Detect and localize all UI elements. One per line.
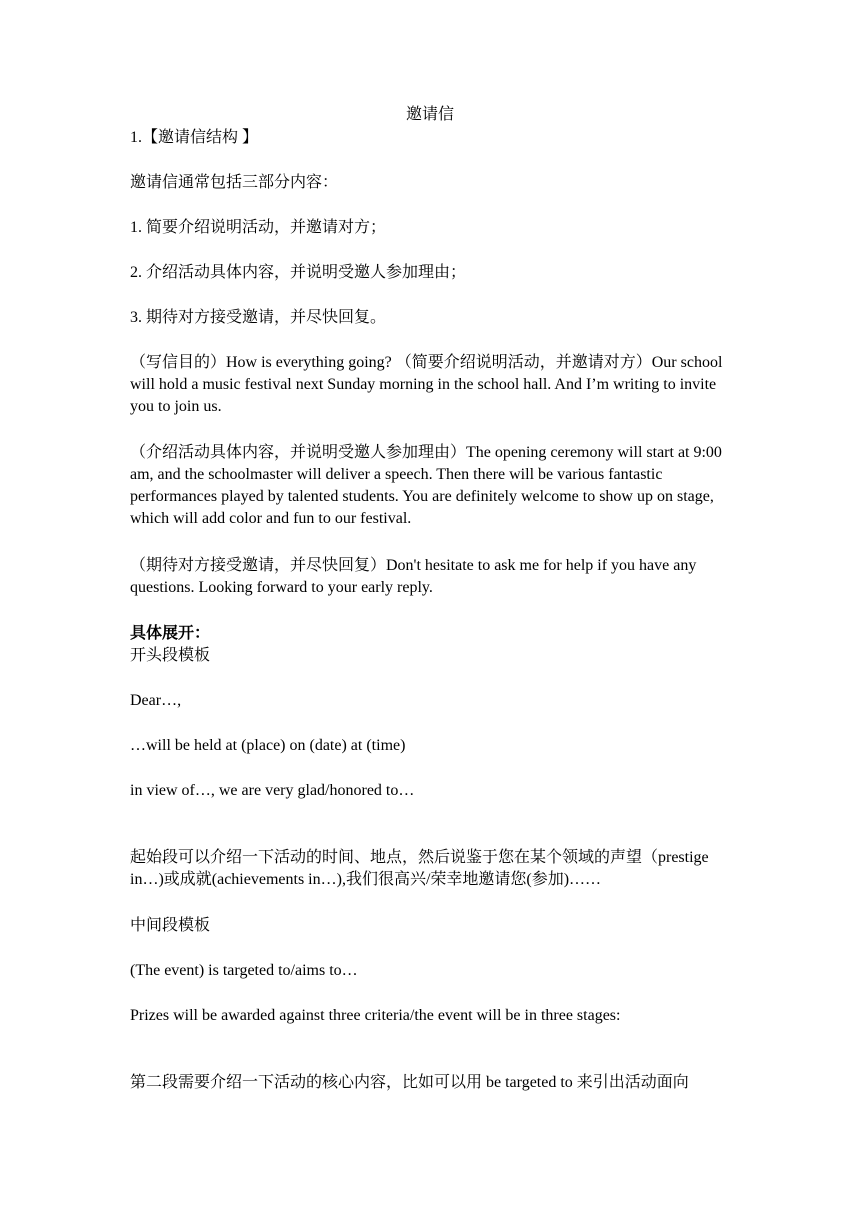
document-title: 邀请信 — [405, 106, 454, 123]
opening-explanation: 起始段可以介绍一下活动的时间、地点，然后说鉴于您在某个领域的声望（prestige in…)或成就(achievements in…),我们很高兴/荣幸地邀请您(参加)…… — [130, 849, 709, 888]
sample-paragraph-2: （介绍活动具体内容，并说明受邀人参加理由）The opening ceremony will start at 9:00 am, and the schoolmaster will deliver a speech. Then there will be various fantastic performances played by talented students. You are definitely welcome to show up on stage, which will add color and fun to our festival. — [130, 444, 722, 527]
structure-part-2: 2. 介绍活动具体内容，并说明受邀人参加理由； — [130, 264, 467, 281]
middle-line-1: (The event) is targeted to/aims to… — [130, 962, 358, 979]
opening-line-2: …will be held at (place) on (date) at (time) — [130, 737, 406, 754]
opening-template-label: 开头段模板 — [130, 647, 211, 664]
middle-line-2: Prizes will be awarded against three criteria/the event will be in three stages: — [130, 1007, 621, 1024]
sample-paragraph-1: （写信目的）How is everything going? （简要介绍说明活动，并邀请对方）Our school will hold a music festival next Sunday morning in the school hall. And I’m writing to invite you to join us. — [130, 354, 723, 415]
structure-part-3: 3. 期待对方接受邀请，并尽快回复。 — [130, 309, 387, 326]
middle-explanation: 第二段需要介绍一下活动的核心内容，比如可以用 be targeted to 来引出活动面向 — [130, 1074, 689, 1091]
expand-heading: 具体展开： — [130, 625, 211, 642]
section-heading: 1.【邀请信结构 】 — [130, 129, 259, 146]
middle-template-label: 中间段模板 — [130, 917, 211, 934]
intro-text: 邀请信通常包括三部分内容： — [130, 174, 339, 191]
sample-paragraph-3: （期待对方接受邀请，并尽快回复）Don't hesitate to ask me for help if you have any questions. Looking forward to your early reply. — [130, 557, 697, 596]
opening-line-1: Dear…, — [130, 692, 182, 709]
opening-line-3: in view of…, we are very glad/honored to… — [130, 782, 415, 799]
structure-part-1: 1. 简要介绍说明活动，并邀请对方； — [130, 219, 387, 236]
